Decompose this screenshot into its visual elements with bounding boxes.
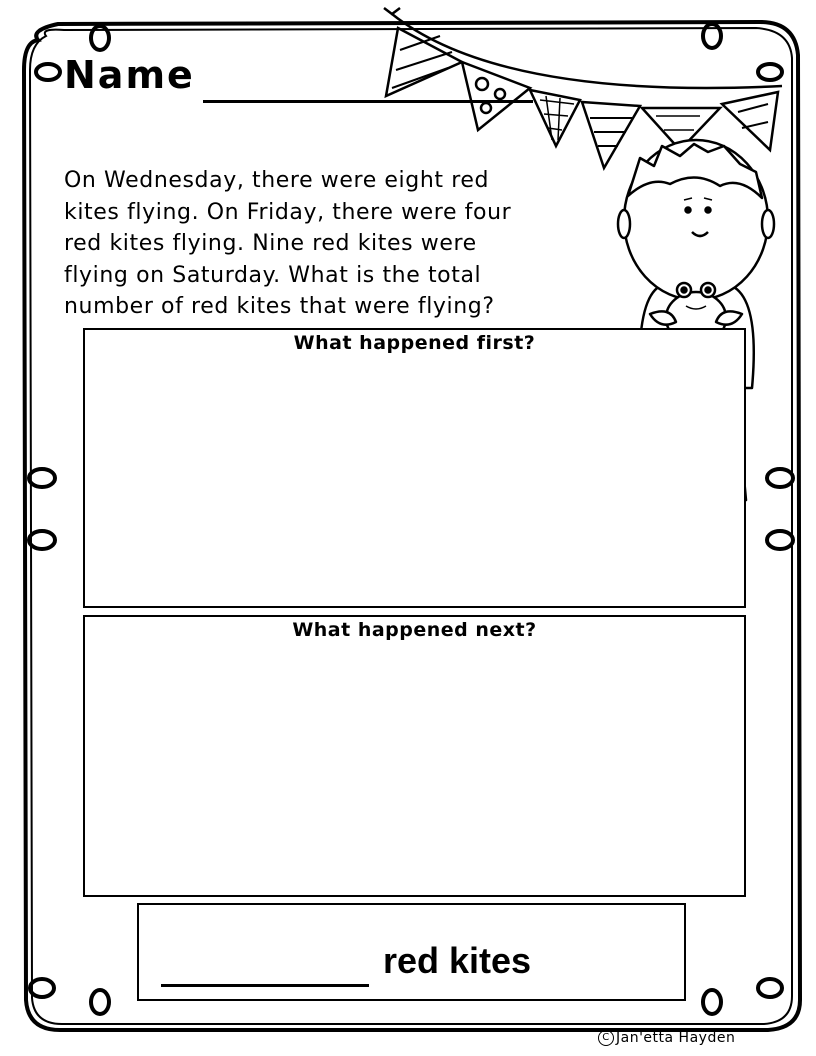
answer-write-line[interactable] [161, 984, 369, 987]
name-label: Name [64, 53, 195, 97]
what-happened-next-title: What happened next? [292, 619, 537, 641]
answer-box [137, 903, 686, 1001]
copyright-icon: C [598, 1030, 614, 1046]
what-happened-first-box[interactable] [83, 328, 746, 608]
answer-unit-label: red kites [383, 940, 532, 981]
name-write-line[interactable] [203, 100, 533, 103]
what-happened-next-box[interactable] [83, 615, 746, 897]
what-happened-first-title: What happened first? [293, 332, 536, 354]
word-problem-text: On Wednesday, there were eight red kites flying. On Friday, there were four red kites flying. Nine red kites were flying on Saturday. What is the total number of red kites that were flying? [64, 168, 512, 319]
copyright-author: Jan'etta Hayden [616, 1030, 736, 1046]
copyright-notice [598, 1030, 735, 1046]
